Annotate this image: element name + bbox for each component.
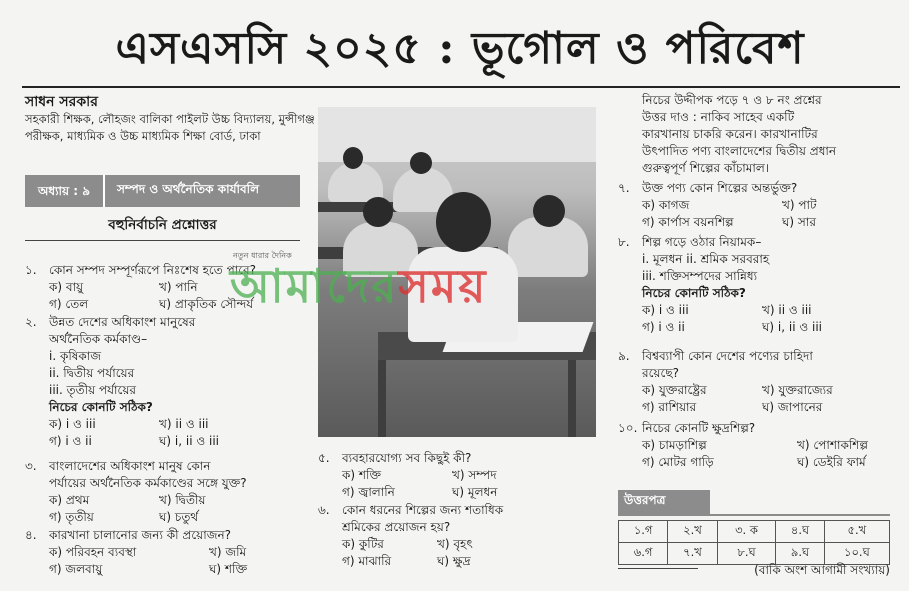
- option-d: ঘ) শক্তি: [209, 562, 248, 576]
- option-b: খ) পানি: [159, 280, 198, 294]
- question-8: [618, 234, 893, 336]
- statement-line: i. মূলধন ii. শ্রমিক সরবরাহ: [642, 252, 770, 266]
- answer-cell: ২.খ: [668, 521, 717, 543]
- question-number: ৭.: [618, 181, 630, 195]
- question-text: শিল্প গড়ে ওঠার নিয়ামক–: [642, 235, 762, 249]
- answer-cell: ৩. ক: [717, 521, 776, 543]
- option-b: খ) যুক্তরাজ্যের: [762, 383, 833, 397]
- question-2: [25, 314, 310, 450]
- question-text: কোন ধরনের শিল্পের জন্য শতাধিক: [342, 503, 504, 517]
- option-a: ক) i ও iii: [49, 417, 96, 431]
- author-description: সহকারী শিক্ষক, লৌহজং বালিকা পাইলট উচ্চ বিদ্যালয়, মুন্সীগঞ্জ পরীক্ষক, মাধ্যমিক ও উচ্চ মাধ্যমিক শিক্ষা বোর্ড, ঢাকা: [25, 112, 315, 143]
- option-c: গ) তৃতীয়: [49, 510, 94, 524]
- option-b: খ) দ্বিতীয়: [159, 493, 206, 507]
- option-a: ক) কাগজ: [642, 198, 690, 212]
- question-6: [318, 502, 598, 570]
- watermark-red: সময়: [398, 259, 488, 313]
- stimulus-line: উৎপাদিত পণ্য বাংলাদেশের দ্বিতীয় প্রধান: [642, 144, 837, 158]
- question-number: ৯.: [618, 349, 630, 363]
- question-4: [25, 527, 310, 578]
- question-9: [618, 348, 893, 416]
- question-number: ৩.: [25, 459, 37, 473]
- answer-cell: ১.গ: [619, 521, 668, 543]
- question-number: ৪.: [25, 528, 37, 542]
- question-5: [318, 450, 598, 501]
- stimulus-line: নিচের উদ্দীপক পড়ে ৭ ও ৮ নং প্রশ্নের: [642, 93, 822, 107]
- question-prompt: নিচের কোনটি সঠিক?: [642, 286, 746, 300]
- answer-table: [618, 520, 890, 565]
- page-title: এসএসসি ২০২৫ : ভূগোল ও পরিবেশ: [115, 23, 805, 74]
- question-text: উন্নত দেশের অধিকাংশ মানুষের: [49, 315, 196, 329]
- option-c: গ) মাঝারি: [342, 554, 392, 568]
- question-number: ১০.: [618, 421, 638, 435]
- question-text: বাংলাদেশের অধিকাংশ মানুষ কোন: [49, 459, 211, 473]
- question-text-cont: অর্থনৈতিক কর্মকাণ্ড–: [49, 332, 148, 346]
- option-c: গ) i ও ii: [49, 434, 92, 448]
- answer-key: [618, 490, 890, 565]
- option-d: ঘ) চতুর্থ: [159, 510, 199, 524]
- question-number: ৫.: [318, 451, 330, 465]
- answer-cell: ৮.ঘ: [717, 543, 776, 565]
- answer-cell: ৪.ঘ: [776, 521, 824, 543]
- statement-i: i. কৃষিকাজ: [49, 349, 102, 363]
- statement-line: iii. শক্তিসম্পদের সান্নিধ্য: [642, 269, 758, 283]
- question-text-cont: পর্যায়ের অর্থনৈতিক কর্মকাণ্ডের সঙ্গে যুক্ত?: [49, 476, 247, 490]
- chapter-number: অধ্যায় : ৯: [25, 175, 105, 207]
- question-number: ৬.: [318, 503, 330, 517]
- option-a: ক) i ও iii: [642, 303, 689, 317]
- option-b: খ) ii ও iii: [762, 303, 812, 317]
- option-b: খ) জমি: [209, 545, 247, 559]
- option-a: ক) পরিবহন ব্যবস্থা: [49, 545, 137, 559]
- mcq-heading: বহুনির্বাচনি প্রশ্নোত্তর: [108, 217, 217, 233]
- stimulus-line: কারখানায় চাকরি করেন। কারখানাটির: [642, 127, 818, 141]
- option-c: গ) রাশিয়ার: [642, 400, 697, 414]
- watermark-tagline: নতুন ধারার দৈনিক: [233, 251, 292, 260]
- option-b: খ) বৃহৎ: [437, 537, 473, 551]
- question-text: উক্ত পণ্য কোন শিল্পের অন্তর্ভুক্ত?: [642, 181, 798, 195]
- option-d: ঘ) ক্ষুদ্র: [437, 554, 471, 568]
- table-row: [619, 521, 890, 543]
- option-b: খ) ii ও iii: [159, 417, 209, 431]
- question-text: কারখানা চালানোর জন্য কী প্রয়োজন?: [49, 528, 231, 542]
- answer-cell: ৭.খ: [668, 543, 717, 565]
- question-number: ৮.: [618, 235, 630, 249]
- option-d: ঘ) প্রাকৃতিক সৌন্দর্য: [159, 297, 254, 311]
- watermark-green: আমাদের: [230, 259, 399, 313]
- chapter-name: সম্পদ ও অর্থনৈতিক কার্যাবলি: [117, 182, 260, 196]
- question-3: [25, 458, 310, 526]
- option-c: গ) জলবায়ু: [49, 562, 103, 576]
- author-block: [25, 93, 315, 145]
- question-number: ২.: [25, 315, 37, 329]
- stimulus-line: গুরুত্বপূর্ণ শিল্পের কাঁচামাল।: [642, 161, 770, 175]
- mcq-divider: [25, 240, 300, 241]
- question-10: [618, 420, 893, 471]
- statement-ii: ii. দ্বিতীয় পর্যায়ের: [49, 366, 135, 380]
- question-text: নিচের কোনটি ক্ষুদ্রশিল্প?: [642, 421, 756, 435]
- option-c: গ) জ্বালানি: [342, 485, 395, 499]
- option-d: ঘ) সার: [782, 215, 816, 229]
- author-name: সাধন সরকার: [25, 94, 98, 110]
- option-d: ঘ) i, ii ও iii: [762, 320, 823, 334]
- option-d: ঘ) ডেইরি ফার্ম: [797, 455, 866, 469]
- answer-cell: ৬.গ: [619, 543, 668, 565]
- stimulus-passage: [642, 92, 892, 177]
- answer-cell: ৫.খ: [824, 521, 889, 543]
- newspaper-watermark: [230, 252, 488, 328]
- question-text-cont: শ্রমিকের প্রয়োজন হয়?: [342, 520, 451, 534]
- option-d: ঘ) i, ii ও iii: [159, 434, 220, 448]
- question-text: বিশ্বব্যাপী কোন দেশের পণ্যের চাহিদা: [642, 349, 813, 363]
- option-b: খ) পোশাকশিল্প: [797, 438, 868, 452]
- option-c: গ) কার্পাস বয়নশিল্প: [642, 215, 734, 229]
- option-a: ক) বায়ু: [49, 280, 84, 294]
- continued-note: (বাকি অংশ আগামী সংখ্যায়): [754, 563, 890, 577]
- option-a: ক) কুটির: [342, 537, 384, 551]
- answer-cell: ৯.ঘ: [776, 543, 824, 565]
- option-b: খ) পাট: [782, 198, 817, 212]
- option-c: গ) মোটর গাড়ি: [642, 455, 714, 469]
- question-text: ব্যবহারযোগ্য সব কিছুই কী?: [342, 451, 472, 465]
- question-number: ১.: [25, 263, 37, 277]
- question-text-cont: রয়েছে?: [642, 366, 679, 380]
- option-a: ক) চামড়াশিল্প: [642, 438, 707, 452]
- option-c: গ) তেল: [49, 297, 89, 311]
- chapter-banner: [25, 175, 300, 207]
- question-7: [618, 180, 893, 231]
- option-d: ঘ) জাপানের: [762, 400, 823, 414]
- title-divider: [22, 86, 900, 88]
- statement-iii: iii. তৃতীয় পর্যায়ের: [49, 383, 136, 397]
- question-text: কোন সম্পদ সম্পূর্ণরূপে নিঃশেষ হতে পারে?: [49, 263, 256, 277]
- option-a: ক) প্রথম: [49, 493, 90, 507]
- question-prompt: নিচের কোনটি সঠিক?: [49, 400, 153, 414]
- option-a: ক) যুক্তরাষ্ট্রের: [642, 383, 707, 397]
- option-c: গ) i ও ii: [642, 320, 685, 334]
- option-d: ঘ) মূলধন: [452, 485, 498, 499]
- option-a: ক) শক্তি: [342, 468, 382, 482]
- answer-cell: ১০.ঘ: [824, 543, 889, 565]
- stimulus-line: উত্তর দাও : নাকিব সাহেব একটি: [642, 110, 795, 124]
- option-b: খ) সম্পদ: [452, 468, 497, 482]
- answer-key-heading: উত্তরপত্র: [618, 490, 710, 514]
